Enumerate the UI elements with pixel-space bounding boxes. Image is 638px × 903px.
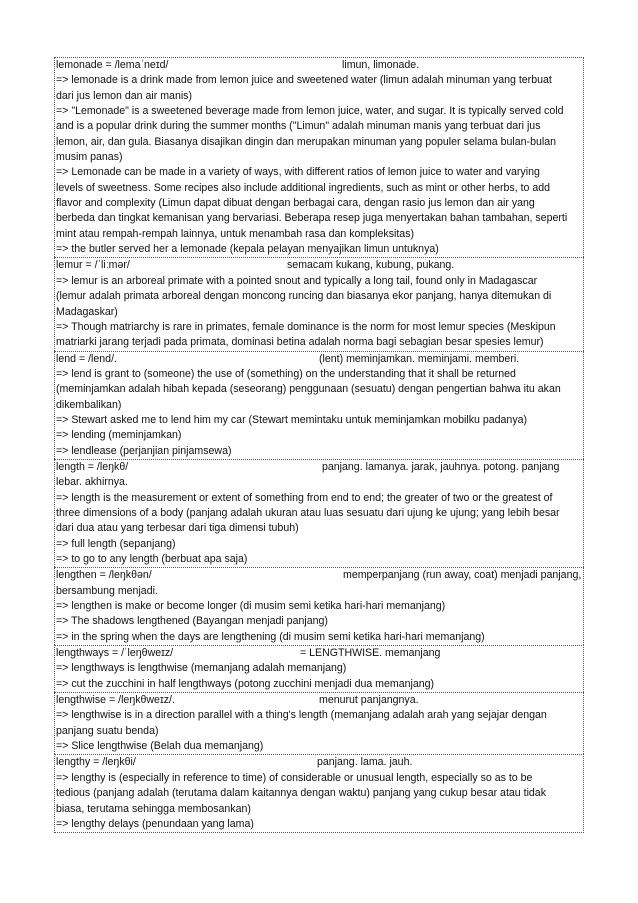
- entry-lemonade: [54, 57, 584, 257]
- definition-line: (meminjamkan adalah hibah kepada (seseorang) penggunaan (sesuatu) dengan pengertian bahwa itu akan: [56, 383, 561, 396]
- entry-lengthy: [54, 754, 584, 833]
- definition-line: => lemur is an arboreal primate with a pointed snout and typically a long tail, found only in Madagascar: [56, 274, 538, 287]
- entry-header: [55, 258, 583, 273]
- definition-line: lemon, air, dan gula. Biasanya disajikan dingin dan merupakan minuman yang populer selama bulan-bulan: [56, 135, 556, 148]
- definition-line: => lengthways is lengthwise (memanjang adalah memanjang): [56, 662, 347, 675]
- example-line: => Stewart asked me to lend him my car (Stewart memintaku untuk meminjamkan mobilku padanya): [56, 413, 528, 426]
- definition-line: lebar. akhirnya.: [56, 476, 128, 489]
- translation: panjang. lama. jauh.: [317, 756, 413, 769]
- definition-line: dikembalikan): [56, 398, 122, 411]
- example-line: => full length (sepanjang): [56, 537, 176, 550]
- example-line: => to go to any length (berbuat apa saja): [56, 553, 248, 565]
- definition-line: tedious (panjang adalah (terutama dalam kaitannya dengan waktu) panjang yang cukup besar atau tidak: [56, 787, 546, 800]
- definition-line: flavor and complexity (Limun dapat dibuat dengan berbagai cara, dengan rasio jus lemon dan air yang: [56, 197, 535, 210]
- entry-header: [55, 568, 583, 583]
- headword: lemur = /ˈliːmər/: [56, 259, 130, 272]
- entry-length: [54, 459, 584, 567]
- headword: lengthy = /leŋkθi/: [56, 756, 136, 769]
- example-line: => the butler served her a lemonade (kepala pelayan menyajikan limun untuknya): [56, 243, 439, 256]
- definition-line: biasa, terutama sehingga membosankan): [56, 802, 251, 815]
- entry-header: [55, 58, 583, 73]
- translation: menurut panjangnya.: [319, 694, 419, 707]
- example-line: => lendlease (perjanjian pinjamsewa): [56, 444, 232, 457]
- definition-line: => lengthen is make or become longer (di musim semi ketika hari-hari memanjang): [56, 600, 446, 613]
- entry-lemur: [54, 257, 584, 350]
- translation: (lent) meminjamkan. meminjami. memberi.: [319, 352, 520, 365]
- definition-line: panjang suatu benda): [56, 724, 159, 737]
- example-line: => lengthy delays (penundaan yang lama): [56, 817, 254, 830]
- definition-line: dari dua atau yang terbesar dari tiga dimensi tubuh): [56, 522, 299, 535]
- translation: = LENGTHWISE. memanjang: [300, 647, 441, 660]
- entry-header: [55, 352, 583, 367]
- headword: lemonade = /lemaˈneɪd/: [56, 59, 169, 71]
- definition-line: and is a popular drink during the summer months ("Limun" adalah minuman manis yang terbuat dari jus: [56, 120, 541, 133]
- entry-header: [55, 646, 583, 661]
- headword: lengthen = /leŋkθən/: [56, 569, 152, 582]
- entry-header: [55, 693, 583, 708]
- definition-line: matriarki jarang terjadi pada primata, dominasi betina adalah norma bagi sebagian besar spesies lemur): [56, 336, 544, 349]
- definition-line: dari jus lemon dan air manis): [56, 89, 193, 102]
- entry-header: [55, 755, 583, 770]
- example-line: => Slice lengthwise (Belah dua memanjang): [56, 740, 264, 753]
- definition-line: three dimensions of a body (panjang adalah ukuran atau luas sesuatu dari ujung ke ujung; yang lebih besar: [56, 506, 560, 519]
- translation: limun, limonade.: [342, 59, 420, 71]
- definition-line: => length is the measurement or extent of something from end to end; the greater of two or the greatest of: [56, 491, 553, 504]
- entry-lengthwise: [54, 692, 584, 754]
- dictionary-document: [54, 57, 584, 833]
- entry-lengthen: [54, 567, 584, 645]
- definition-line: Madagaskar): [56, 305, 118, 318]
- entry-lengthways: [54, 645, 584, 692]
- definition-line: mint atau rempah-rempah lainnya, untuk menambah rasa dan kompleksitas): [56, 227, 415, 240]
- example-line: => in the spring when the days are lengthening (di musim semi ketika hari-hari memanjang): [56, 630, 485, 643]
- headword: length = /leŋkθ/: [56, 460, 129, 473]
- translation: memperpanjang (run away, coat) menjadi panjang,: [343, 569, 582, 582]
- definition-line: (lemur adalah primata arboreal dengan moncong runcing dan biasanya ekor panjang, hanya ditemukan di: [56, 290, 552, 303]
- definition-line: => lengthy is (especially in reference to time) of considerable or unusual length, especially so as to be: [56, 771, 533, 784]
- headword: lend = /lend/.: [56, 352, 117, 365]
- definition-line: berbeda dan tingkat kemanisan yang bervariasi. Beberapa resep juga menyertakan bahan tambahan, seperti: [56, 212, 568, 225]
- example-line: => lending (meminjamkan): [56, 429, 182, 442]
- definition-line: => Lemonade can be made in a variety of ways, with different ratios of lemon juice to water and varying: [56, 166, 540, 179]
- definition-line: => lengthwise is in a direction parallel with a thing's length (memanjang adalah arah yang sejajar dengan: [56, 709, 547, 722]
- entry-header: [55, 460, 583, 475]
- definition-line: => "Lemonade" is a sweetened beverage made from lemon juice, water, and sugar. It is typically served cold: [56, 105, 564, 118]
- example-line: => cut the zucchini in half lengthways (potong zucchini menjadi dua memanjang): [56, 677, 435, 690]
- entry-lend: [54, 351, 584, 459]
- definition-line: => lemonade is a drink made from lemon juice and sweetened water (limun adalah minuman yang terbuat: [56, 74, 552, 87]
- translation: semacam kukang, kubung, pukang.: [287, 259, 455, 272]
- example-line: => The shadows lengthened (Bayangan menjadi panjang): [56, 615, 328, 628]
- headword: lengthwise = /leŋkθweɪz/.: [56, 694, 175, 707]
- definition-line: => lend is grant to (someone) the use of (something) on the understanding that it shall be returned: [56, 367, 516, 380]
- translation: panjang. lamanya. jarak, jauhnya. potong. panjang: [322, 460, 560, 473]
- headword: lengthways = /ˈleŋθweɪz/: [56, 647, 174, 660]
- definition-line: musim panas): [56, 151, 123, 164]
- definition-line: levels of sweetness. Some recipes also include additional ingredients, such as mint or other herbs, to add: [56, 181, 551, 194]
- definition-line: bersambung menjadi.: [56, 584, 158, 597]
- definition-line: => Though matriarchy is rare in primates, female dominance is the norm for most lemur species (Meskipun: [56, 320, 556, 333]
